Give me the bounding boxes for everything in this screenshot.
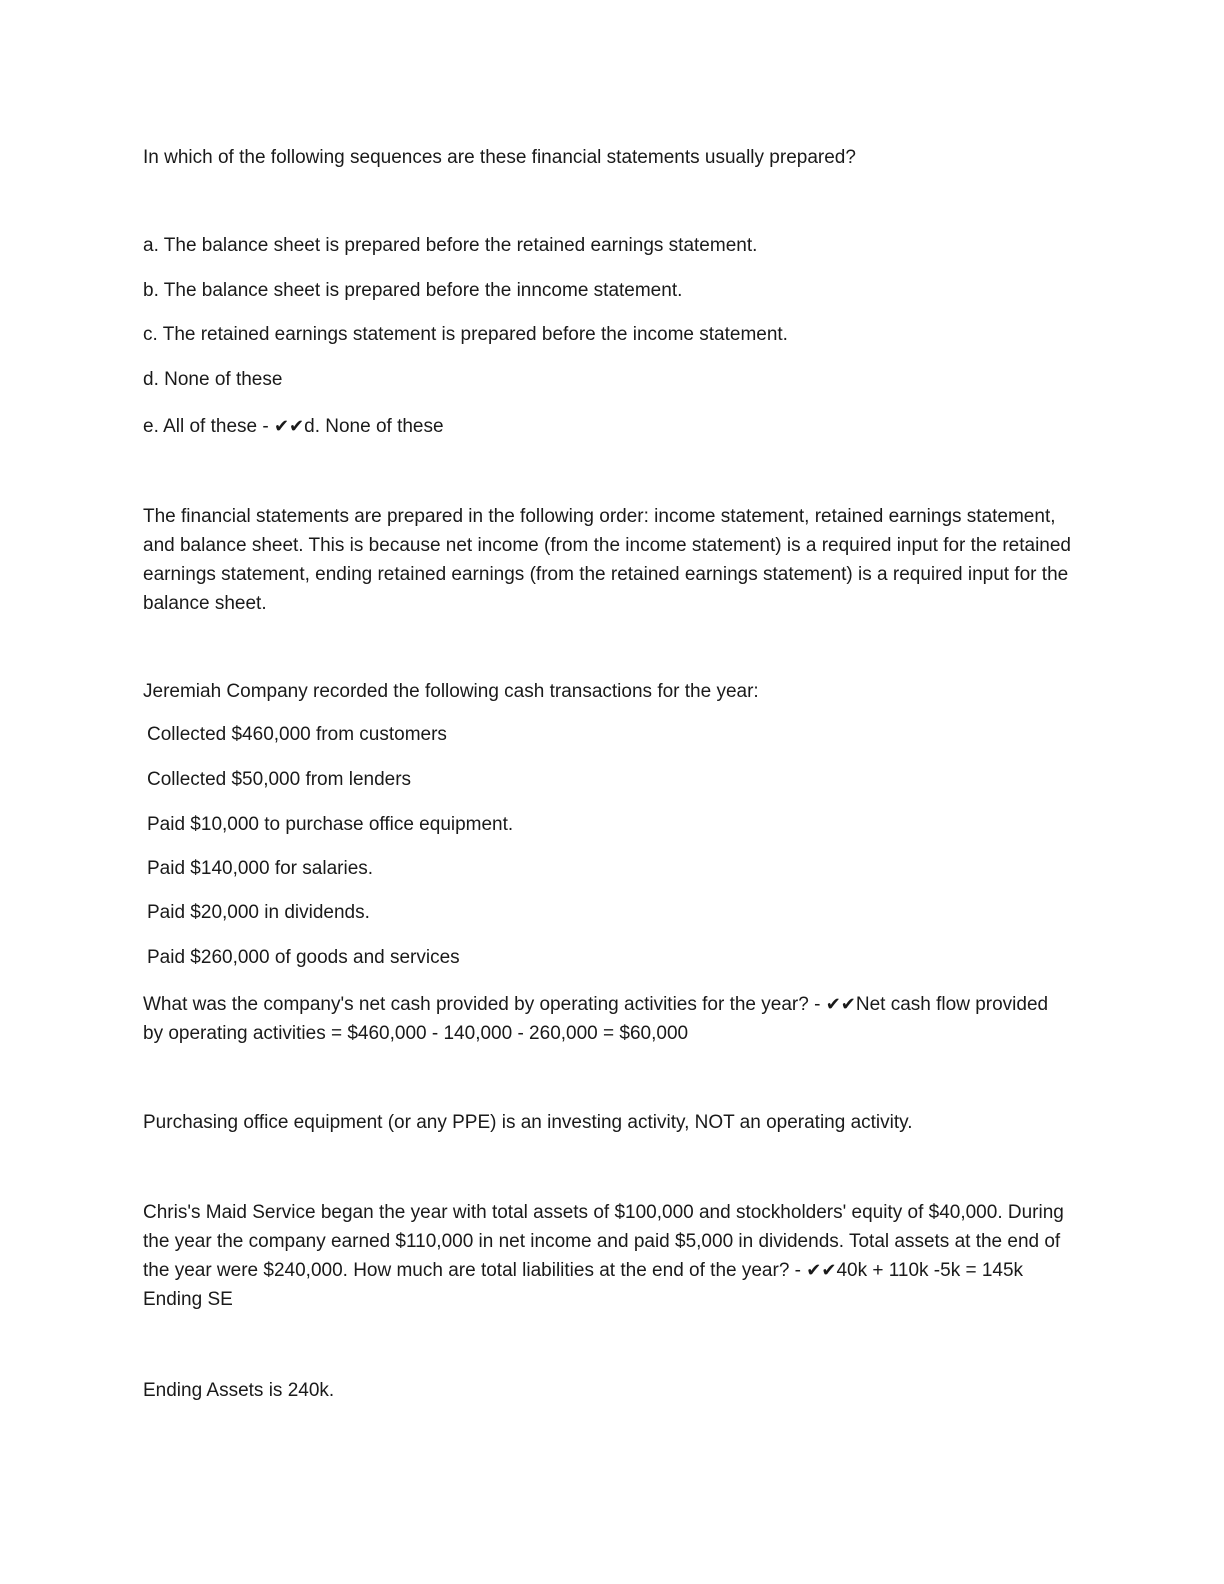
option-d: d. None of these — [143, 369, 283, 390]
option-e: e. All of these - — [143, 416, 274, 437]
check-mark-icon: ✔✔ — [825, 994, 856, 1015]
answer-3: 40k + 110k -5k = 145k Ending SE — [143, 1260, 1024, 1310]
answer-2: Net cash flow provided by operating activities = $460,000 - 140,000 - 260,000 = $60,000 — [143, 994, 1049, 1044]
check-mark-icon: ✔✔ — [273, 416, 305, 437]
question-1-text: In which of the following sequences are these financial statements usually prepared? — [143, 147, 856, 168]
question-2-text: What was the company's net cash provided by operating activities for the year? - — [143, 994, 826, 1015]
explanation-1: The financial statements are prepared in the following order: income statement, retained earnings statement, and balance sheet. This is because net income (from the income statement) is a required input for the retained earnings statement, ending retained earnings (from the retained earnings statement) is a required input for the balance sheet. — [143, 506, 1071, 614]
note-2: Purchasing office equipment (or any PPE) is an investing activity, NOT an operating activity. — [143, 1112, 913, 1133]
transaction-item: Paid $20,000 in dividends. — [147, 902, 370, 923]
transaction-item: Collected $460,000 from customers — [147, 724, 447, 745]
note-3: Ending Assets is 240k. — [143, 1380, 335, 1401]
question-3-text: Chris's Maid Service began the year with total assets of $100,000 and stockholders' equity of $40,000. During the year the company earned $110,000 in net income and paid $5,000 in dividends. Total assets at the end of the year were $240,000. How much are total liabilities at the end of the year? - — [143, 1202, 1064, 1281]
transaction-item: Paid $140,000 for salaries. — [147, 858, 374, 879]
option-a: a. The balance sheet is prepared before the retained earnings statement. — [143, 235, 758, 256]
question-3-with-answer — [143, 1198, 1073, 1314]
question-2-with-answer — [143, 990, 1073, 1048]
option-e-with-answer — [143, 412, 1073, 441]
option-b: b. The balance sheet is prepared before the inncome statement. — [143, 280, 683, 301]
answer-1: d. None of these — [304, 416, 444, 437]
option-c: c. The retained earnings statement is prepared before the income statement. — [143, 324, 788, 345]
check-mark-icon: ✔✔ — [806, 1260, 837, 1281]
question-2-intro: Jeremiah Company recorded the following cash transactions for the year: — [143, 681, 759, 702]
transaction-item: Paid $10,000 to purchase office equipment. — [147, 814, 514, 835]
transaction-item: Collected $50,000 from lenders — [147, 769, 412, 790]
transaction-item: Paid $260,000 of goods and services — [147, 947, 460, 968]
